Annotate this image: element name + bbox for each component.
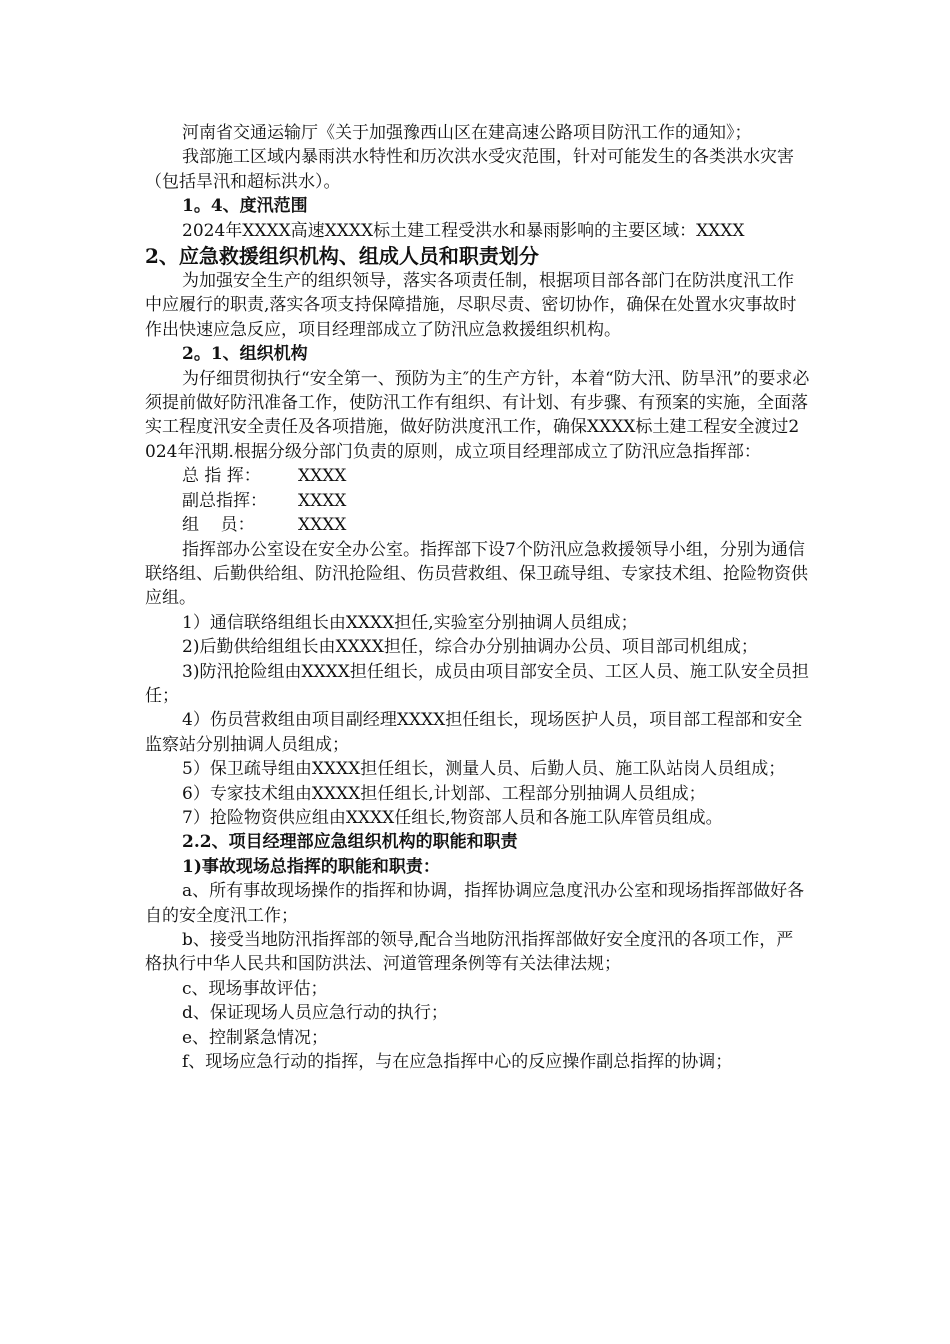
roster-role: 组 员：	[182, 515, 255, 536]
roster-name: XXXX	[298, 515, 347, 536]
body-paragraph: 河南省交通运输厅《关于加强豫西山区在建高速公路项目防汛工作的通知》；	[182, 123, 752, 143]
body-paragraph: 为加强安全生产的组织领导，落实各项责任制，根据项目部各部门在防洪度汛工作中应履行的职责,落实各项支持保障措施，尽职尽责、密切协作，确保在处置水灾事故时作出快速应急反应，项目经理部成立了防汛应急救援组织机构。	[145, 271, 797, 340]
roster-role: 总 指 挥：	[182, 466, 261, 487]
document-page	[145, 121, 810, 1074]
body-paragraph: 1）通信联络组组长由XXXX担任,实验室分别抽调人员组成；	[182, 612, 638, 633]
subsection-heading: 2.2、项目经理部应急组织机构的职能和职责	[182, 832, 518, 853]
body-paragraph: a、所有事故现场操作的指挥和协调，指挥协调应急度汛办公室和现场指挥部做好各自的安全度汛工作；	[145, 881, 805, 926]
roster-name: XXXX	[298, 466, 347, 487]
body-paragraph: 3)防汛抢险组由XXXX担任组长，成员由项目部安全员、工区人员、施工队安全员担任；	[145, 661, 809, 706]
subsection-heading: 1。4、度汛范围	[182, 196, 308, 217]
roster-row	[145, 513, 810, 537]
body-paragraph: 2)后勤供给组组长由XXXX担任，综合办分别抽调办公员、项目部司机组成；	[182, 637, 758, 658]
document-body-part1	[145, 121, 810, 464]
body-paragraph: 指挥部办公室设在安全办公室。指挥部下设7个防汛应急救援领导小组，分别为通信联络组、后勤供给组、防汛抢险组、伤员营救组、保卫疏导组、专家技术组、抢险物资供应组。	[145, 539, 808, 609]
body-paragraph: 7）抢险物资供应组由XXXX任组长,物资部人员和各施工队库管员组成。	[182, 807, 723, 828]
body-paragraph: 我部施工区域内暴雨洪水特性和历次洪水受灾范围，针对可能发生的各类洪水灾害（包括旱汛和超标洪水）。	[145, 147, 794, 192]
body-paragraph: c、现场事故评估；	[182, 978, 328, 999]
body-paragraph: e、控制紧急情况；	[182, 1027, 329, 1048]
body-paragraph: 5）保卫疏导组由XXXX担任组长，测量人员、后勤人员、施工队站岗人员组成；	[182, 759, 786, 780]
roster-row	[145, 464, 810, 488]
roster-row	[145, 489, 810, 513]
body-paragraph: 2024年XXXX高速XXXX标土建工程受洪水和暴雨影响的主要区域：XXXX	[182, 220, 745, 241]
body-paragraph: 为仔细贯彻执行“安全第一、预防为主″的生产方针，本着“防大汛、防旱汛”的要求必须提前做好防汛准备工作，使防汛工作有组织、有计划、有步骤、有预案的实施，全面落实工程度汛安全责任及各项措施，做好防洪度汛工作，确保XXXX标土建工程安全渡过2024年汛期.根据分级分部门负责的原则，成立项目经理部成立了防汛应急指挥部：	[145, 368, 810, 462]
body-paragraph: 6）专家技术组由XXXX担任组长,计划部、工程部分别抽调人员组成；	[182, 783, 706, 804]
command-roster	[145, 464, 810, 537]
subsection-heading: 1)事故现场总指挥的职能和职责：	[182, 856, 440, 877]
roster-role: 副总指挥：	[182, 490, 267, 511]
body-paragraph: d、保证现场人员应急行动的执行；	[182, 1003, 448, 1024]
body-paragraph: f、现场应急行动的指挥，与在应急指挥中心的反应操作副总指挥的协调；	[182, 1052, 733, 1073]
roster-name: XXXX	[298, 490, 347, 511]
body-paragraph: 4）伤员营救组由项目副经理XXXX担任组长，现场医护人员，项目部工程部和安全监察站分别抽调人员组成；	[145, 710, 803, 755]
body-paragraph: b、接受当地防汛指挥部的领导,配合当地防汛指挥部做好安全度汛的各项工作，严格执行中华人民共和国防洪法、河道管理条例等有关法律法规；	[145, 930, 794, 975]
document-body-part2	[145, 538, 810, 1075]
subsection-heading: 2。1、组织机构	[182, 344, 308, 365]
section-heading: 2、应急救援组织机构、组成人员和职责划分	[145, 244, 539, 269]
